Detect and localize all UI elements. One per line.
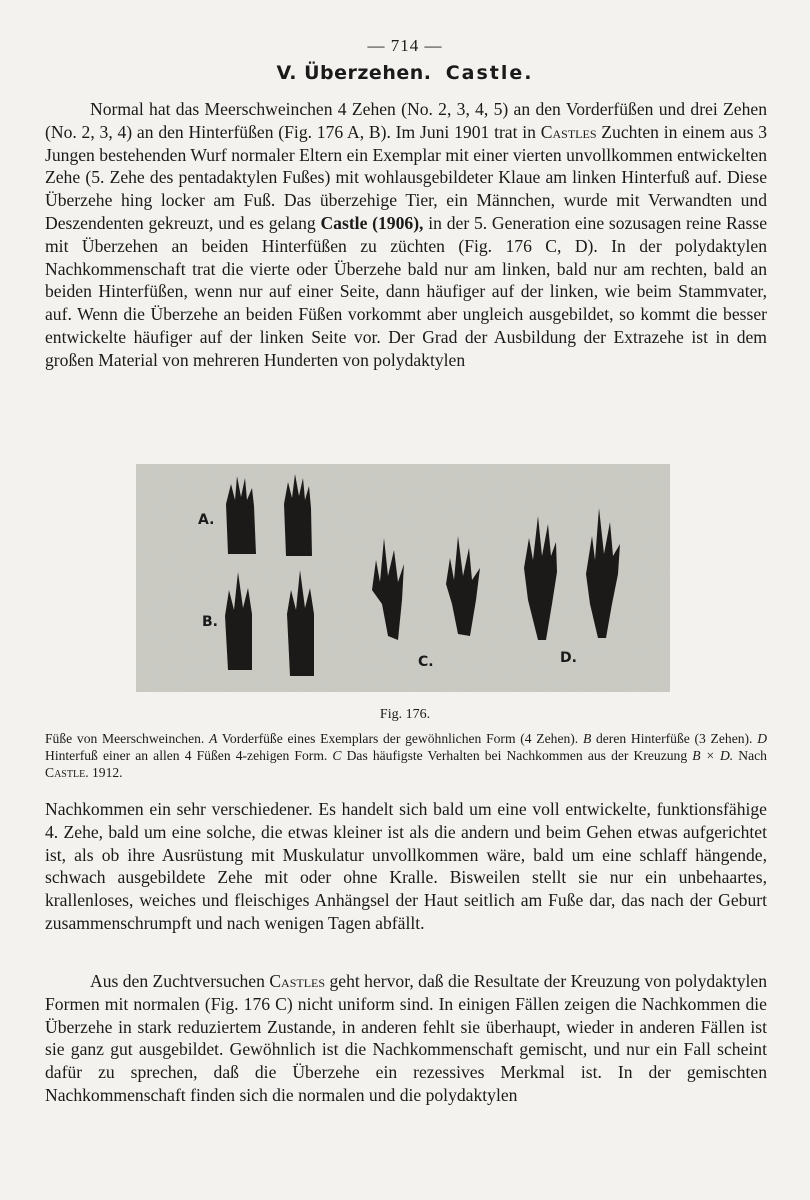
caption-letter-c: C	[332, 748, 342, 763]
figure-caption	[45, 730, 767, 781]
paragraph-1-part-3: in der 5. Generation eine sozusagen reine Rasse mit Überzehen an beiden Hinterfüßen zu züchten (Fig. 176 C, D). In der polydaktylen Nachkommenschaft trat die vierte oder Überzehe bald nur am linken, bald nur am rechten, bald an beiden Hinterfüßen, wenn nur auf einer Seite, dann häufiger auf der linken, wie beim Stammvater, auf. Wenn die Überzehe an beiden Füßen vorkommt aber ungleich ausgebildet, so kommt die besser entwickelte häufiger auf der linken Seite vor. Der Grad der Ausbildung der Extrazehe ist in dem großen Material von mehreren Hunderten von polydaktylen	[45, 212, 768, 370]
figure-label-b: B.	[202, 614, 218, 630]
paragraph-1	[45, 98, 767, 372]
caption-cross: B × D.	[692, 748, 734, 763]
author-name-castles-2: Castles	[269, 971, 326, 991]
figure-photo-guinea-pig-feet	[136, 464, 670, 692]
figure-number: Fig. 176.	[379, 707, 431, 722]
paragraph-3	[45, 970, 767, 1107]
citation-castle-1906: Castle (1906),	[320, 212, 424, 233]
paragraph-3-part-1: Aus den Zuchtversuchen	[90, 971, 270, 991]
paragraph-1-part-2: Zuchten in einem aus 3 Jungen bestehenden Wurf normaler Eltern ein Exemplar mit einer vierten unvollkommen entwickelten Zehe (5. Zehe des pentadaktylen Fußes) mit wohlausgebildeter Klaue am linken Hinterfuß auf. Diese Überzehe hing locker am Fuß. Das überzehige Tier, ein Männchen, wurde mit Verwandten und Deszendenten gekreuzt, und es gelang	[45, 121, 767, 233]
figure-photo-svg	[136, 464, 670, 692]
caption-part-5: Das häufigste Verhalten bei Nachkommen aus der Kreuzung	[341, 748, 693, 763]
paragraph-2: Nachkommen ein sehr verschiedener. Es handelt sich bald um eine voll entwickelte, funktionsfähige 4. Zehe, bald um eine solche, die etwas kleiner ist als die andern und beim Gehen etwas aufgerichtet ist, als ob ihre Ausrüstung mit Muskulatur unvollkommen wäre, bald um eine schlaff hängende, schwach ausgebildete Zehe mit oder ohne Kralle. Bisweilen stellt sie nur ein unbehaartes, krallenloses, weiches und fleischiges Anhängsel der Haut seitlich am Fuße dar, das nach der Geburt zusammenschrumpft und nach wenigen Tagen abfällt.	[45, 799, 767, 933]
page-number: — 714 —	[367, 36, 443, 55]
section-heading	[0, 62, 810, 84]
figure-label-c: C.	[418, 654, 434, 670]
section-heading-author: Castle.	[445, 62, 534, 84]
author-name-castles: Castles	[540, 121, 597, 142]
paragraph-3-part-2: geht hervor, daß die Resultate der Kreuzung von polydaktylen Formen mit normalen (Fig. 176 C) nicht uniform sind. In einigen Fällen zeigen die Nachkommen die Überzehe in stark reduziertem Zustande, in anderen fehlt sie überhaupt, wieder in anderen Fällen ist sie ganz gut ausgebildet. Gewöhnlich ist die Nachkommenschaft gemischt, und nur ein Fall scheint dafür zu sprechen, daß die Überzehe ein rezessives Merkmal ist. In der gemischten Nachkommenschaft finden sich die normalen und die polydaktylen	[45, 971, 768, 1105]
caption-letter-a: A	[209, 731, 218, 746]
caption-letter-d: D	[757, 731, 768, 746]
caption-letter-b: B	[582, 731, 592, 746]
caption-part-7: . 1912.	[85, 765, 123, 780]
caption-part-2: Vorderfüße eines Exemplars der gewöhnlichen Form (4 Zehen).	[217, 731, 583, 746]
caption-part-3: deren Hinterfüße (3 Zehen).	[591, 731, 758, 746]
figure-label-d: D.	[560, 650, 577, 666]
caption-part-1: Füße von Meerschweinchen.	[45, 731, 210, 746]
paragraph-1-part-1: Normal hat das Meerschweinchen 4 Zehen (No. 2, 3, 4, 5) an den Vorderfüßen und drei Zehen (No. 2, 3, 4) an den Hinterfüßen (Fig. 176 A, B). Im Juni 1901 trat in	[45, 99, 767, 142]
section-heading-text: V. Überzehen.	[276, 62, 432, 84]
caption-part-6: Nach	[733, 748, 767, 763]
caption-author-castle: Castle	[45, 765, 86, 780]
caption-part-4: Hinterfuß einer an allen 4 Füßen 4-zehigen Form.	[45, 748, 333, 763]
figure-label-a: A.	[198, 512, 215, 528]
